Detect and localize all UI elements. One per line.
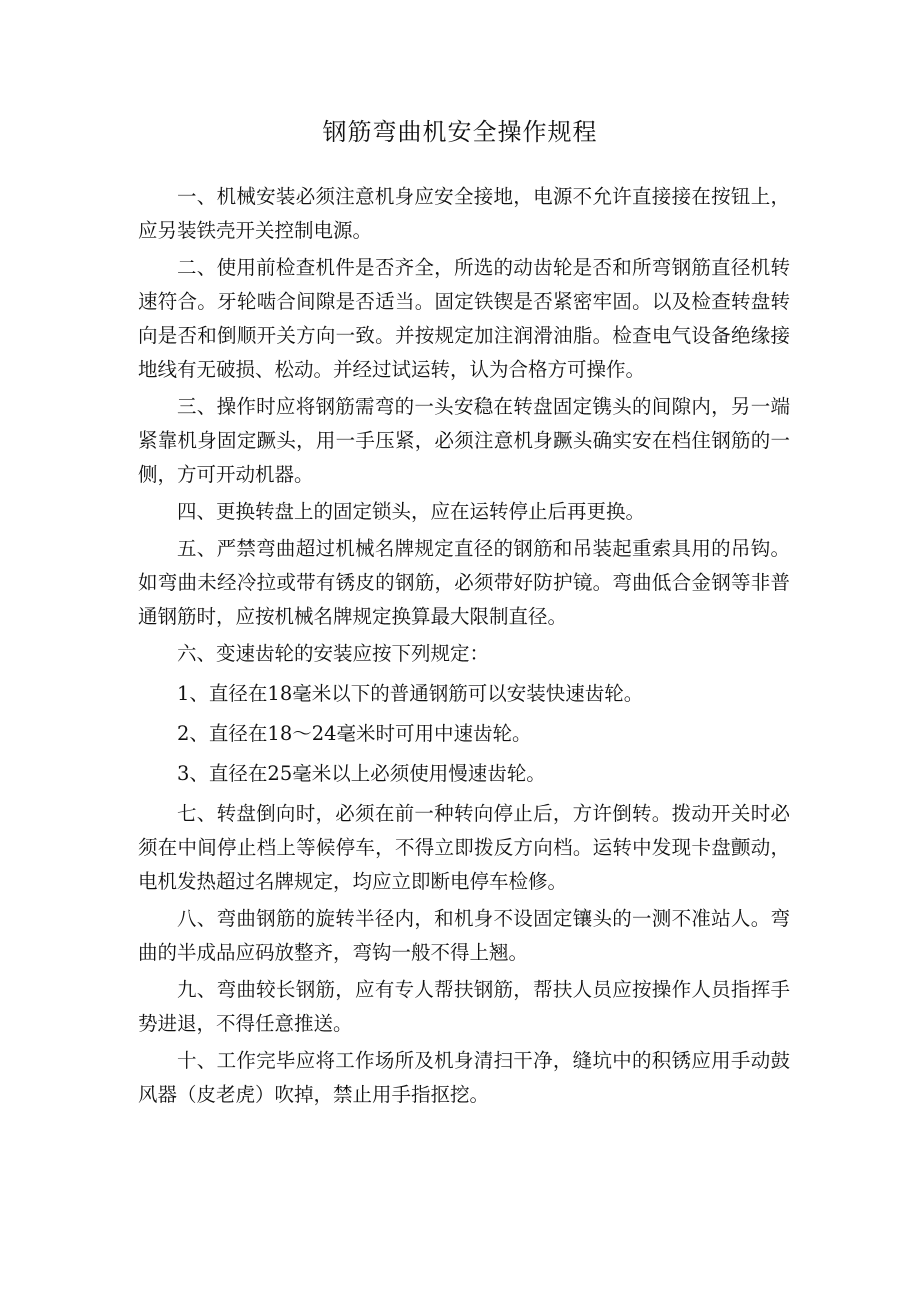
document-title: 钢筋弯曲机安全操作规程 — [322, 118, 598, 146]
list-item-2: 2、直径在18～24毫米时可用中速齿轮。 — [177, 722, 532, 745]
paragraph-5: 五、严禁弯曲超过机械名牌规定直径的钢筋和吊装起重索具用的吊钩。如弯曲未经冷拉或带有锈皮的钢筋，必须带好防护镜。弯曲低合金钢等非普通钢筋时，应按机械名牌规定换算最大限制直径。 — [138, 537, 790, 628]
paragraph-8: 八、弯曲钢筋的旋转半径内，和机身不设固定镶头的一测不准站人。弯曲的半成品应码放整齐，弯钩一般不得上翘。 — [138, 907, 790, 964]
paragraph-4: 四、更换转盘上的固定锁头，应在运转停止后再更换。 — [177, 500, 646, 523]
paragraph-1: 一、机械安装必须注意机身应安全接地，电源不允许直接接在按钮上，应另装铁壳开关控制电源。 — [138, 185, 790, 242]
paragraph-6: 六、变速齿轮的安装应按下列规定： — [177, 642, 490, 665]
list-item-3: 3、直径在25毫米以上必须使用慢速齿轮。 — [177, 762, 546, 785]
paragraph-7: 七、转盘倒向时，必须在前一种转向停止后，方许倒转。拨动开关时必须在中间停止档上等候停车，不得立即拨反方向档。运转中发现卡盘颤动，电机发热超过名牌规定，均应立即断电停车检修。 — [138, 802, 790, 893]
paragraph-2: 二、使用前检查机件是否齐全，所选的动齿轮是否和所弯钢筋直径机转速符合。牙轮啮合间隙是否适当。固定铁锲是否紧密牢固。以及检查转盘转向是否和倒顺开关方向一致。并按规定加注润滑油脂。检查电气设备绝缘接地线有无破损、松动。并经过试运转，认为合格方可操作。 — [138, 256, 790, 381]
list-item-1: 1、直径在18毫米以下的普通钢筋可以安装快速齿轮。 — [177, 682, 644, 705]
paragraph-3: 三、操作时应将钢筋需弯的一头安稳在转盘固定镌头的间隙内，另一端紧靠机身固定蹶头，用一手压紧，必须注意机身蹶头确实安在档住钢筋的一侧，方可开动机器。 — [138, 395, 790, 486]
paragraph-10: 十、工作完毕应将工作场所及机身清扫干净，缝坑中的积锈应用手动鼓风器（皮老虎）吹掉，禁止用手指抠挖。 — [138, 1049, 790, 1106]
document-body — [138, 180, 790, 1115]
paragraph-9: 九、弯曲较长钢筋，应有专人帮扶钢筋，帮扶人员应按操作人员指挥手势进退，不得任意推送。 — [138, 978, 790, 1035]
